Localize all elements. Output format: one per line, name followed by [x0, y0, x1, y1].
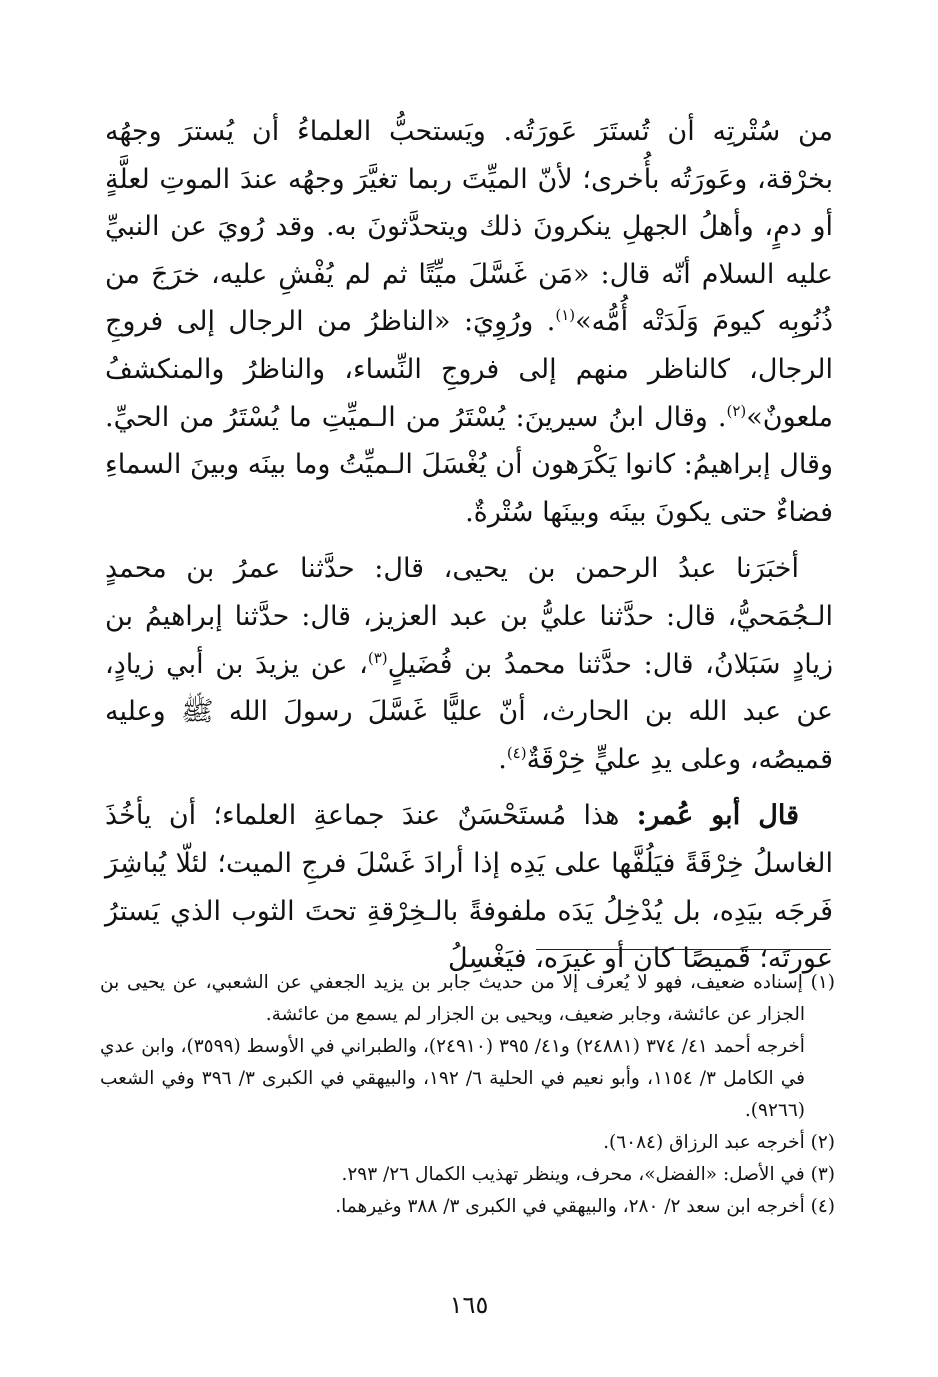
paragraph-1-text: من سُتْرتِه أن تُستَرَ عَورَتُه. ويَستحبُّ العلماءُ أن يُسترَ وجهُه بخرْقة، وعَورَتُه بأُخرى؛ لأنّ الميِّتَ ربما تغيَّرَ وجهُه عندَ الموتِ لعلَّةٍ أو دمٍ، وأهلُ الجهلِ ينكرونَ ذلك ويتحدَّثونَ به. وقد رُويَ عن النبيِّ عليه السلام أنّه قال: «مَن غَسَّلَ ميِّتًا ثم لم يُفْشِ عليه، خرَجَ من ذُنُوبِه كيومَ وَلَدَتْه أُمُّه» — [105, 116, 833, 338]
footnote-ref-3: (٣) — [367, 648, 388, 667]
paragraph-2-mid: ، عن يزيدَ بن أبي زيادٍ، عن عبد الله بن الحارث، أنّ عليًّا غَسَّلَ رسولَ الله ﷺ وعليه قميصُه، وعلى يدِ عليٍّ خِرْقَةٌ — [105, 648, 833, 775]
footnote-1-continued: أخرجه أحمد ٤١/ ٣٧٤ (٢٤٨٨١) و٤١/ ٣٩٥ (٢٤٩١٠)، والطبراني في الأوسط (٣٥٩٩)، وابن عدي في الكامل ٣/ ١١٥٤، وأبو نعيم في الحلية ٦/ ١٩٢، والبيهقي في الكبرى ٣/ ٣٩٦ وفي الشعب (٩٢٦٦). — [100, 1036, 805, 1121]
paragraph-1-mid: . ورُوِيَ: «الناظرُ من الرجال إلى فروجِ الرجال، كالناظر منهم إلى فروجِ النِّساء، والناظرُ والمنكشفُ ملعونٌ» — [105, 306, 833, 433]
paragraph-2-end: . — [498, 743, 507, 775]
speaker-label: قال أبو عُمر: — [636, 800, 799, 832]
footnote-ref-4: (٤) — [506, 743, 527, 762]
footnote-1: (١) إسناده ضعيف، فهو لا يُعرف إلا من حديث جابر بن يزيد الجعفي عن الشعبي، عن يحيى بن الجزار عن عائشة، وجابر ضعيف، ويحيى بن الجزار لم يسمع من عائشة. — [100, 972, 835, 1025]
page-number: ١٦٥ — [449, 1291, 489, 1319]
footnote-ref-1: (١) — [555, 306, 576, 325]
footnote-2: (٢) أخرجه عبد الرزاق (٦٠٨٤). — [603, 1132, 835, 1153]
paragraph-2-text: أخبَرَنا عبدُ الرحمن بن يحيى، قال: حدَّثنا عمرُ بن محمدٍ الـجُمَحيُّ، قال: حدَّثنا عليُّ بن عبد العزيز، قال: حدَّثنا إبراهيمُ بن زيادٍ سَبَلانُ، قال: حدَّثنا محمدُ بن فُضَيلٍ — [105, 553, 834, 680]
main-text — [105, 108, 833, 983]
footnote-ref-2: (٢) — [726, 401, 747, 420]
footnote-separator — [536, 949, 831, 950]
footnote-4: (٤) أخرجه ابن سعد ٢/ ٢٨٠، والبيهقي في الكبرى ٣/ ٣٨٨ وغيرهما. — [335, 1196, 835, 1217]
paragraph-3 — [105, 792, 833, 982]
footnotes — [100, 967, 835, 1223]
paragraph-1 — [105, 108, 833, 536]
paragraph-3-text: هذا مُستَحْسَنٌ عندَ جماعةِ العلماء؛ أن يأخُذَ الغاسلُ خِرْقَةً فيَلُفَّها على يَدِه إذا أرادَ غَسْلَ فرجِ الميت؛ لئلّا يُباشِرَ فَرجَه بيَدِه، بل يُدْخِلُ يَدَه ملفوفةً بالـخِرْقةِ تحتَ الثوب الذي يَسترُ عورتَه؛ قَميصًا كان أو غيرَه، فيَغْسِلُ — [105, 800, 833, 975]
footnote-3: (٣) في الأصل: «الفضل»، محرف، وينظر تهذيب الكمال ٢٦/ ٢٩٣. — [341, 1164, 835, 1185]
paragraph-1-end: . وقال ابنُ سيرينَ: يُسْتَرُ من الـميِّتِ ما يُسْتَرُ من الحيِّ. وقال إبراهيمُ: كانوا يَكْرَهون أن يُغْسَلَ الـميِّتُ وما بينَه وبينَ السماءِ فضاءٌ حتى يكونَ بينَه وبينَها سُتْرةٌ. — [105, 401, 833, 528]
paragraph-2 — [105, 545, 833, 783]
